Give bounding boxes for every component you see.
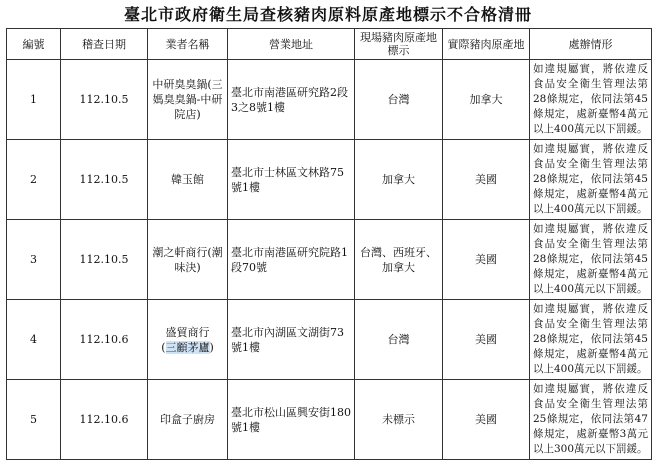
cell-site-label: 未標示 <box>355 380 443 460</box>
cell-action: 如違規屬實，將依違反食品安全衛生管理法第28條規定，依同法第45條規定，處新臺幣4萬元以上400萬元以下罰鍰。 <box>530 140 652 220</box>
cell-date: 112.10.5 <box>61 220 148 300</box>
cell-actual-origin: 美國 <box>443 380 530 460</box>
cell-actual-origin: 美國 <box>443 300 530 380</box>
cell-date: 112.10.6 <box>61 300 148 380</box>
cell-action: 如違規屬實，將依違反食品安全衛生管理法第28條規定，依同法第45條規定，處新臺幣4萬元以上400萬元以下罰鍰。 <box>530 220 652 300</box>
violation-table <box>6 28 652 460</box>
cell-site-label: 台灣 <box>355 60 443 140</box>
name-open-paren: ( <box>161 340 166 354</box>
table-row <box>7 140 652 220</box>
cell-no: 1 <box>7 60 61 140</box>
cell-date: 112.10.5 <box>61 140 148 220</box>
table-row <box>7 300 652 380</box>
cell-name <box>148 300 228 380</box>
cell-site-label: 台灣、西班牙、加拿大 <box>355 220 443 300</box>
cell-actual-origin: 加拿大 <box>443 60 530 140</box>
cell-name: 印盒子廚房 <box>148 380 228 460</box>
header-actual-origin: 實際豬肉原產地 <box>443 29 530 60</box>
table-row <box>7 380 652 460</box>
name-highlight: 三顧茅廬 <box>165 340 210 354</box>
header-no: 編號 <box>7 29 61 60</box>
table-row <box>7 220 652 300</box>
page-title: 臺北市政府衛生局查核豬肉原料原產地標示不合格清冊 <box>123 5 532 24</box>
table-row <box>7 60 652 140</box>
cell-site-label: 台灣 <box>355 300 443 380</box>
cell-action: 如違規屬實，將依違反食品安全衛生管理法第28條規定，依同法第45條規定，處新臺幣4萬元以上400萬元以下罰鍰。 <box>530 60 652 140</box>
header-name: 業者名稱 <box>148 29 228 60</box>
cell-action: 如違規屬實，將依違反食品安全衛生管理法第25條規定，依同法第47條規定，處新臺幣3萬元以上300萬元以下罰鍰。 <box>530 380 652 460</box>
header-action: 處辦情形 <box>530 29 652 60</box>
cell-no: 4 <box>7 300 61 380</box>
cell-address: 臺北市士林區文林路75號1樓 <box>228 140 355 220</box>
cell-no: 5 <box>7 380 61 460</box>
cell-address: 臺北市南港區研究院路1段70號 <box>228 220 355 300</box>
name-close-paren: ) <box>209 340 214 354</box>
cell-site-label: 加拿大 <box>355 140 443 220</box>
cell-address: 臺北市內湖區文湖街73號1樓 <box>228 300 355 380</box>
cell-date: 112.10.5 <box>61 60 148 140</box>
cell-no: 2 <box>7 140 61 220</box>
header-site-label: 現場豬肉原產地標示 <box>355 29 443 60</box>
table-header-row <box>7 29 652 60</box>
header-address: 營業地址 <box>228 29 355 60</box>
cell-address: 臺北市松山區興安街180號1樓 <box>228 380 355 460</box>
cell-actual-origin: 美國 <box>443 140 530 220</box>
header-date: 稽查日期 <box>61 29 148 60</box>
name-main: 盛貿商行 <box>165 325 210 339</box>
cell-address: 臺北市南港區研究路2段3之8號1樓 <box>228 60 355 140</box>
cell-actual-origin: 美國 <box>443 220 530 300</box>
cell-name: 中研臭臭鍋(三媽臭臭鍋-中研院店) <box>148 60 228 140</box>
cell-name: 潮之軒商行(潮味決) <box>148 220 228 300</box>
cell-date: 112.10.6 <box>61 380 148 460</box>
cell-no: 3 <box>7 220 61 300</box>
cell-name: 韓玉館 <box>148 140 228 220</box>
cell-action: 如違規屬實，將依違反食品安全衛生管理法第28條規定，依同法第45條規定，處新臺幣4萬元以上400萬元以下罰鍰。 <box>530 300 652 380</box>
